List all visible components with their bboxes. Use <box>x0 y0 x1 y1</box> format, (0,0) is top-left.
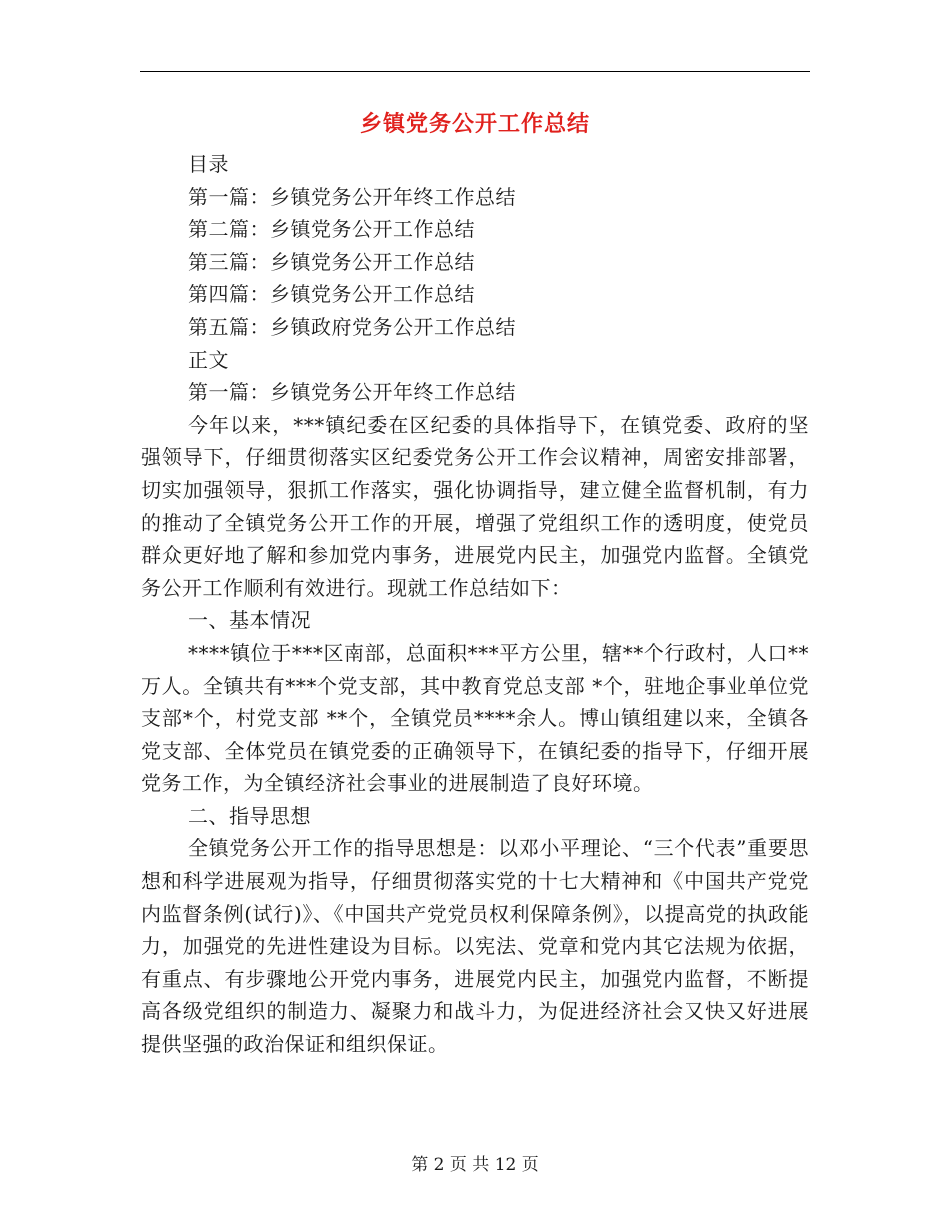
section-heading-basic: 一、基本情况 <box>188 608 311 633</box>
toc-item: 第四篇：乡镇党务公开工作总结 <box>188 282 475 307</box>
document-body <box>141 148 809 1061</box>
toc-item: 第三篇：乡镇党务公开工作总结 <box>188 249 475 274</box>
intro-paragraph: 今年以来，***镇纪委在区纪委的具体指导下，在镇党委、政府的坚强领导下，仔细贯彻落实区纪委党务公开工作会议精神，周密安排部署，切实加强领导，狠抓工作落实，强化协调指导，建立健全监督机制，有力的推动了全镇党务公开工作的开展，增强了党组织工作的透明度，使党员群众更好地了解和参加党内事务，进展党内民主，加强党内监督。全镇党务公开工作顺利有效进行。现就工作总结如下： <box>141 412 809 600</box>
section-paragraph-basic: ****镇位于***区南部，总面积***平方公里，辖**个行政村，人口**万人。全镇共有***个党支部，其中教育党总支部 *个，驻地企事业单位党支部*个，村党支部 **个，全镇党员****余人。博山镇组建以来，全镇各党支部、全体党员在镇党委的正确领导下，在镇纪委的指导下，仔细开展党务工作，为全镇经济社会事业的进展制造了良好环境。 <box>141 640 809 796</box>
article-title: 第一篇：乡镇党务公开年终工作总结 <box>188 380 516 405</box>
header-rule <box>140 71 810 72</box>
body-heading: 正文 <box>188 347 229 372</box>
toc-item: 第五篇：乡镇政府党务公开工作总结 <box>188 314 516 339</box>
document-title: 乡镇党务公开工作总结 <box>359 112 590 137</box>
toc-item: 第二篇：乡镇党务公开工作总结 <box>188 217 475 242</box>
toc-item: 第一篇：乡镇党务公开年终工作总结 <box>188 184 516 209</box>
toc-heading: 目录 <box>188 152 229 176</box>
section-paragraph-guiding: 全镇党务公开工作的指导思想是：以邓小平理论、“三个代表”重要思想和科学进展观为指导，仔细贯彻落实党的十七大精神和《中国共产党党内监督条例(试行)》、《中国共产党党员权利保障条例》，以提高党的执政能力，加强党的先进性建设为目标。以宪法、党章和党内其它法规为依据，有重点、有步骤地公开党内事务，进展党内民主，加强党内监督，不断提高各级党组织的制造力、凝聚力和战斗力，为促进经济社会又快又好进展提供坚强的政治保证和组织保证。 <box>141 836 809 1057</box>
page-number-footer: 第 2 页 共 12 页 <box>411 1155 539 1175</box>
section-heading-guiding: 二、指导思想 <box>188 803 311 828</box>
